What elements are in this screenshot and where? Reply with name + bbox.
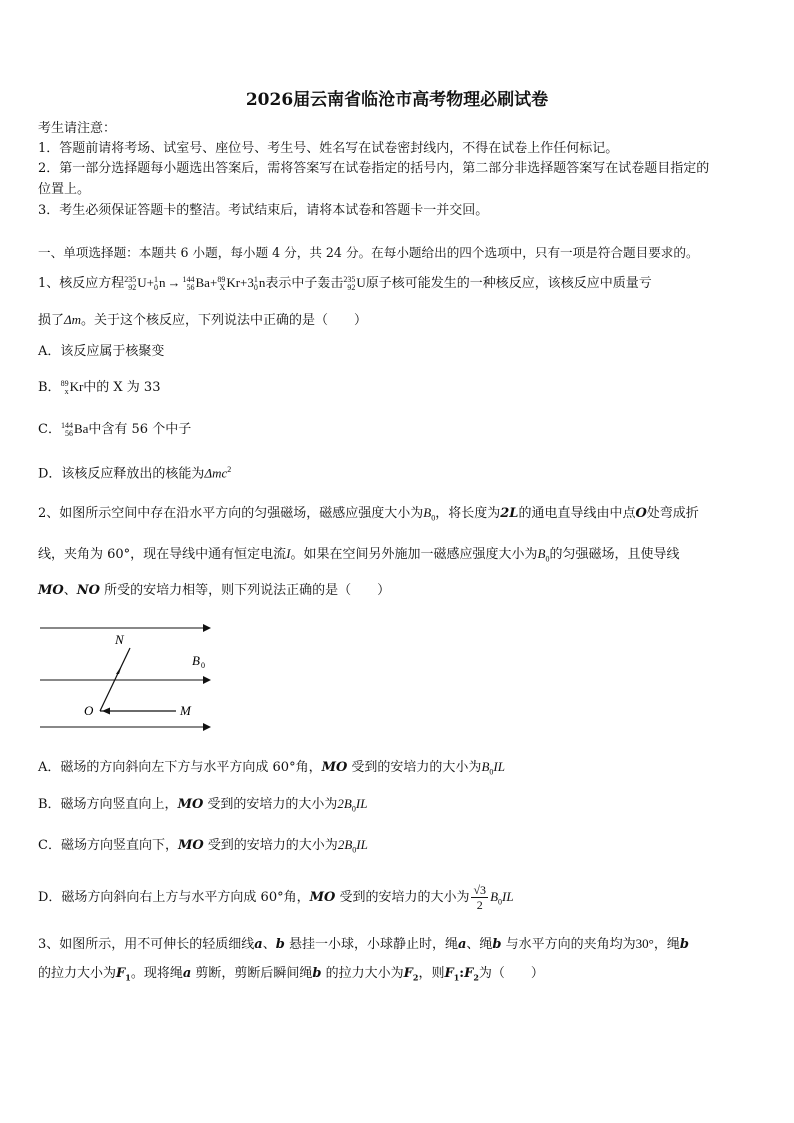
q1-option-b-symbol: Kr — [69, 379, 84, 394]
q1-n1-mass: 1 — [154, 274, 159, 284]
q3-line1-end: ，绳 — [653, 937, 680, 952]
q1-kr-mass: 89 — [217, 274, 226, 284]
q3-b-3: b — [679, 937, 689, 952]
q1-arrow: → — [167, 275, 181, 290]
q1-ba-charge: 56 — [186, 282, 195, 292]
q3-line2 — [38, 965, 544, 987]
q1-option-b — [38, 378, 160, 397]
q1-line2 — [38, 311, 367, 330]
q3-line2-start: 的拉力大小为 — [38, 966, 117, 981]
q1-option-c-text: 中含有 56 个中子 — [88, 422, 192, 437]
q2-line1-mid: ，将长度为 — [435, 506, 501, 521]
q3-line1-mid: 悬挂一小球，小球静止时，绳 — [284, 937, 458, 952]
q1-plus-3: +3 — [240, 275, 254, 290]
q2-option-b-mo: MO — [177, 797, 204, 812]
q3-angle: 30° — [635, 936, 654, 951]
q1-n2-symbol: n — [258, 275, 266, 290]
q2-option-d-denominator: 2 — [476, 898, 483, 912]
notice-item-2-cont: 位置上。 — [38, 182, 91, 197]
q2-line2 — [38, 545, 680, 569]
q2-figure — [38, 622, 228, 737]
q2-option-a-text: A．磁场的方向斜向左下方与水平方向成 60°角， — [38, 760, 322, 775]
q1-option-d — [38, 461, 231, 483]
q2-option-b-il: IL — [355, 796, 368, 811]
q2-option-d-il: IL — [502, 889, 514, 904]
q1-option-c-charge: 56 — [64, 428, 73, 438]
q1-option-c — [38, 420, 191, 439]
q2-line1-start: 2、如图所示空间中存在沿水平方向的匀强磁场，磁感应强度大小为 — [38, 506, 424, 521]
q3-f2: F — [403, 966, 413, 981]
q2-b0: B — [423, 505, 432, 520]
q2-option-c-text: C．磁场方向竖直向下， — [38, 838, 178, 853]
q1-tail-text: 原子核可能发生的一种核反应，该核反应中质量亏 — [365, 276, 652, 291]
q2-option-b-mid: 受到的安培力的大小为 — [203, 797, 338, 812]
q2-option-c-mid: 受到的安培力的大小为 — [203, 838, 338, 853]
q3-line1-start: 3、如图所示，用不可伸长的轻质细线 — [38, 937, 255, 952]
q3-line2-mid2: 剪断，剪断后瞬间绳 — [191, 966, 313, 981]
q1-option-c-index — [61, 422, 73, 438]
label-b0: B — [192, 653, 200, 668]
q1-n1-symbol: n — [159, 275, 166, 290]
q2-option-a-mid: 受到的安培力的大小为 — [347, 760, 482, 775]
q2-option-a — [38, 758, 505, 782]
label-m: M — [180, 703, 191, 718]
q3-sep: 、 — [262, 937, 276, 952]
q3-ratio-f1-sub: 1 — [453, 972, 460, 983]
q1-u2-charge: 92 — [347, 282, 356, 292]
q1-u-symbol: U — [137, 275, 147, 290]
q2-mo: MO — [38, 583, 64, 598]
q2-line2-end: 的匀强磁场，且使导线 — [549, 547, 680, 562]
q2-o: O — [635, 506, 647, 521]
q1-option-c-label: C． — [38, 422, 61, 437]
q2-option-c-b: 2B — [337, 837, 353, 852]
q2-option-c-il: IL — [356, 837, 368, 852]
q1-option-b-label: B． — [38, 380, 61, 395]
q1-option-c-symbol: Ba — [73, 421, 89, 436]
q2-b0-2: B — [537, 546, 546, 561]
q2-line1-mid2: 的通电直导线由中点 — [518, 506, 636, 521]
q1-option-b-index — [61, 380, 69, 396]
q2-option-a-b: B — [481, 759, 490, 774]
q2-option-a-il: IL — [493, 759, 505, 774]
q2-option-a-mo: MO — [321, 760, 348, 775]
q1-line2-end: 。关于这个核反应，下列说法中正确的是（ ） — [81, 313, 368, 328]
notice-item-1: 1．答题前请将考场、试室号、座位号、考生号、姓名写在试卷密封线内，不得在试卷上作任何标记。 — [38, 141, 619, 156]
q1-n2-mass: 1 — [253, 274, 258, 284]
q2-current: I — [286, 546, 291, 561]
q1-option-b-mass: 89 — [60, 378, 69, 388]
q2-option-b-text: B．磁场方向竖直向上， — [38, 797, 178, 812]
q1-ba-symbol: Ba — [195, 275, 210, 290]
q2-option-b-b-sub: 0 — [351, 804, 356, 814]
q3-ratio-f2: F — [464, 966, 474, 981]
notice-heading: 考生请注意： — [38, 121, 117, 136]
q1-ba-index — [183, 276, 195, 292]
q3-line2-mid: 。现将绳 — [130, 966, 183, 981]
q3-line2-mid4: ，则 — [418, 966, 445, 981]
q2-option-d-b-sub: 0 — [498, 897, 503, 907]
q2-option-d-fraction — [471, 883, 488, 912]
q2-option-c-b-sub: 0 — [352, 845, 357, 855]
q2-line3-end: 所受的安培力相等，则下列说法正确的是（ ） — [99, 583, 391, 598]
q1-n2-charge: 0 — [253, 282, 258, 292]
q2-option-a-b-sub: 0 — [489, 767, 494, 777]
q2-option-d-b: B — [490, 889, 499, 904]
q2-line1-end: 处弯成折 — [646, 506, 699, 521]
q2-option-d-text: D．磁场方向斜向右上方与水平方向成 60°角， — [38, 890, 310, 905]
exam-title: 2026届云南省临沧市高考物理必刷试卷 — [245, 90, 549, 110]
q2-length: 2L — [500, 506, 519, 521]
q1-kr-symbol: Kr — [226, 275, 241, 290]
q1-ba-mass: 144 — [182, 274, 195, 284]
q1-option-d-exponent: 2 — [227, 465, 232, 474]
q2-option-b — [38, 795, 367, 819]
q2-line3 — [38, 582, 390, 600]
notice-item-2: 2．第一部分选择题每小题选出答案后，需将答案写在试卷指定的括号内，第二部分非选择题答案写在试卷题目指定的 — [38, 161, 710, 176]
wire-mo-arrow — [102, 708, 110, 715]
q3-line1-mid3: 与水平方向的夹角均为 — [501, 937, 636, 952]
q2-option-d-mid: 受到的安培力的大小为 — [335, 890, 470, 905]
q3-line2-mid3: 的拉力大小为 — [321, 966, 404, 981]
q1-u2-index — [343, 276, 355, 292]
q1-kr-index — [217, 276, 225, 292]
q1-n2-index — [254, 276, 258, 292]
q1-option-b-charge: x — [64, 386, 69, 396]
q2-b0-sub: 0 — [431, 513, 436, 523]
section-heading: 一、单项选择题：本题共 6 小题，每小题 4 分，共 24 分。在每小题给出的四个选项中，只有一项是符合题目要求的。 — [38, 245, 699, 260]
q3-b: b — [275, 937, 285, 952]
q1-u-index — [124, 276, 136, 292]
q3-b-2: b — [492, 937, 502, 952]
q1-mid-text: 表示中子轰击 — [265, 276, 344, 291]
label-o: O — [84, 703, 94, 718]
label-b0-sub: 0 — [201, 661, 205, 670]
q1-plus-1: + — [146, 275, 155, 290]
q1-prefix: 1、核反应方程 — [38, 276, 125, 291]
q1-line2-start: 损了 — [38, 313, 65, 328]
q1-kr-charge: X — [219, 282, 226, 292]
q3-f2-sub: 2 — [412, 972, 419, 983]
q1-line1 — [38, 274, 652, 293]
notice-item-3: 3．考生必须保证答题卡的整洁。考试结束后，请将本试卷和答题卡一并交回。 — [38, 203, 489, 218]
q2-option-c — [38, 836, 368, 860]
q2-b0-2-sub: 0 — [545, 554, 550, 564]
q3-f1-sub: 1 — [125, 972, 131, 983]
q3-b-4: b — [312, 966, 322, 981]
q2-line1 — [38, 504, 699, 528]
q3-ratio-colon: : — [459, 966, 465, 981]
q1-plus-2: + — [209, 275, 218, 290]
q2-sep: 、 — [63, 583, 77, 598]
q2-option-c-mo: MO — [177, 838, 204, 853]
q3-a-2: a — [457, 937, 467, 952]
label-n: N — [115, 632, 124, 647]
q1-n1-charge: 0 — [154, 282, 159, 292]
q2-line2-mid: 。如果在空间另外施加一磁感应强度大小为 — [290, 547, 538, 562]
q1-u2-symbol: U — [356, 275, 366, 290]
q3-ratio-f2-sub: 2 — [473, 972, 479, 983]
q1-delta-m: Δm — [64, 312, 82, 327]
q3-f1: F — [116, 966, 126, 981]
q1-u2-mass: 235 — [343, 274, 356, 284]
q2-line2-start: 线，夹角为 60°，现在导线中通有恒定电流 — [38, 547, 287, 562]
q2-option-d-mo: MO — [309, 890, 336, 905]
q2-option-d-numerator: √3 — [473, 883, 487, 897]
q2-no: NO — [76, 583, 100, 598]
q3-line1 — [38, 935, 689, 954]
q3-ratio-f1: F — [444, 966, 454, 981]
q3-a: a — [254, 937, 263, 952]
q3-line2-end: 为（ ） — [478, 966, 544, 981]
q2-option-d — [38, 882, 514, 912]
q1-u-charge: 92 — [128, 282, 137, 292]
q3-line1-mid2: 、绳 — [466, 937, 493, 952]
q1-option-b-text: 中的 X 为 33 — [83, 380, 161, 395]
q1-option-a: A．该反应属于核聚变 — [38, 344, 165, 359]
q1-option-d-expr: Δmc — [204, 465, 228, 481]
q3-a-3: a — [182, 966, 192, 981]
q1-n1-index — [154, 276, 158, 292]
q1-option-c-mass: 144 — [60, 420, 73, 430]
q1-option-d-text: D．该核反应释放出的核能为 — [38, 466, 205, 482]
q1-u-mass: 235 — [124, 274, 137, 284]
q2-option-b-b: 2B — [337, 796, 352, 811]
